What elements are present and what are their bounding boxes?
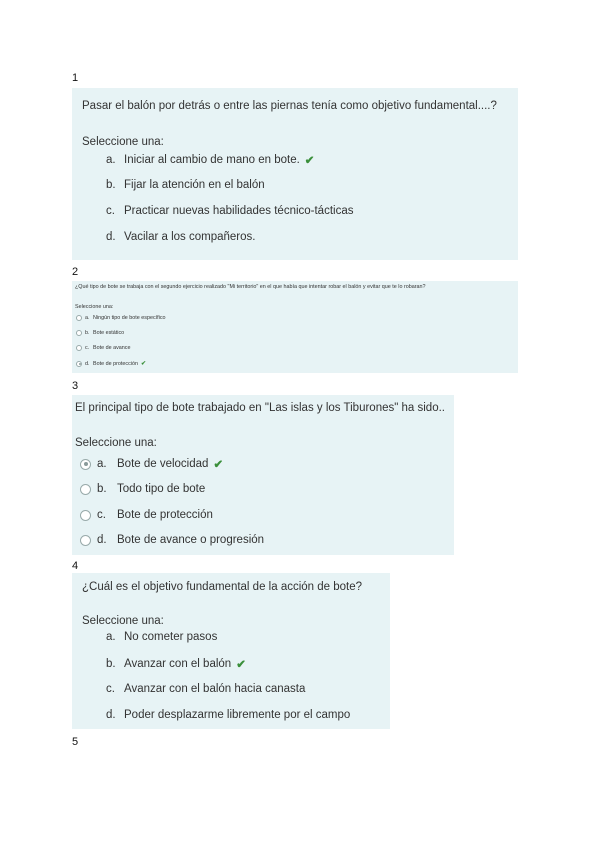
answer-option[interactable]: [106, 683, 305, 695]
answer-option[interactable]: [76, 345, 130, 351]
radio-icon[interactable]: [80, 484, 91, 495]
question-number: 4: [72, 560, 79, 572]
select-label: Seleccione una:: [82, 136, 164, 148]
answer-option[interactable]: [106, 709, 350, 721]
question-card: [72, 395, 454, 555]
option-text: Avanzar con el balón hacia canasta: [124, 683, 306, 695]
question-card: [72, 573, 390, 729]
option-letter: b.: [106, 179, 116, 191]
select-label: Seleccione una:: [75, 304, 114, 310]
option-letter: d.: [106, 231, 116, 243]
option-letter: c.: [97, 509, 106, 521]
answer-option[interactable]: [106, 205, 353, 217]
radio-selected-icon[interactable]: [76, 361, 82, 367]
option-letter: c.: [106, 683, 115, 695]
option-text: Poder desplazarme libremente por el campo: [124, 709, 351, 721]
select-label: Seleccione una:: [82, 615, 164, 627]
question-text: Pasar el balón por detrás o entre las piernas tenía como objetivo fundamental....?: [82, 100, 497, 112]
option-text: Vacilar a los compañeros.: [124, 231, 256, 243]
option-letter: b.: [85, 330, 90, 336]
answer-option[interactable]: [80, 457, 223, 471]
select-label: Seleccione una:: [75, 437, 157, 449]
answer-option[interactable]: [106, 179, 265, 191]
radio-icon[interactable]: [80, 535, 91, 546]
question-number: 1: [72, 72, 79, 84]
answer-option[interactable]: [80, 534, 264, 546]
radio-icon[interactable]: [76, 315, 82, 321]
option-letter: c.: [85, 345, 90, 351]
question-number: 5: [72, 736, 79, 748]
check-icon: ✔: [236, 659, 246, 671]
option-letter: a.: [106, 631, 116, 643]
option-text: Avanzar con el balón: [124, 658, 232, 670]
question-text: ¿Cuál es el objetivo fundamental de la acción de bote?: [82, 581, 363, 593]
option-text: Ningún tipo de bote específico: [93, 315, 166, 321]
option-letter: b.: [106, 658, 116, 670]
option-letter: a.: [97, 458, 107, 470]
option-text: Bote de protección: [93, 360, 138, 367]
option-letter: a.: [106, 154, 116, 166]
answer-option[interactable]: [106, 153, 314, 167]
answer-option[interactable]: [80, 483, 205, 495]
option-text: No cometer pasos: [124, 631, 218, 643]
question-card: [72, 88, 518, 260]
answer-option[interactable]: [106, 231, 255, 243]
option-text: Iniciar al cambio de mano en bote.: [124, 154, 300, 166]
check-icon: ✔: [213, 459, 224, 471]
option-text: Todo tipo de bote: [117, 483, 206, 495]
option-text: Bote estático: [93, 330, 125, 336]
option-letter: d.: [97, 534, 107, 546]
answer-option[interactable]: [76, 330, 124, 336]
question-text: ¿Qué tipo de bote se trabaja con el segundo ejercicio realizado "Mi territorio" en el que había que intentar robar el balón y evitar que te lo robaran?: [75, 284, 426, 290]
option-text: Practicar nuevas habilidades técnico-tácticas: [124, 205, 354, 217]
option-letter: c.: [106, 205, 115, 217]
option-text: Bote de velocidad: [117, 458, 209, 470]
option-letter: d.: [106, 709, 116, 721]
answer-option[interactable]: [80, 509, 213, 521]
radio-icon[interactable]: [76, 345, 82, 351]
radio-icon[interactable]: [76, 330, 82, 336]
answer-option[interactable]: [106, 657, 246, 671]
answer-option[interactable]: [76, 315, 166, 321]
option-letter: a.: [85, 315, 90, 321]
answer-option[interactable]: [106, 631, 217, 643]
question-number: 2: [72, 266, 79, 278]
answer-option[interactable]: [76, 360, 146, 367]
question-text: El principal tipo de bote trabajado en "Las islas y los Tiburones" ha sido..: [75, 402, 445, 414]
option-letter: d.: [85, 360, 90, 367]
option-text: Bote de protección: [117, 509, 213, 521]
option-letter: b.: [97, 483, 107, 495]
check-icon: ✔: [140, 361, 146, 367]
question-number: 3: [72, 380, 79, 392]
check-icon: ✔: [304, 155, 315, 167]
option-text: Bote de avance o progresión: [117, 534, 265, 546]
radio-icon[interactable]: [80, 510, 91, 521]
radio-selected-icon[interactable]: [80, 459, 91, 470]
question-card: [72, 281, 518, 373]
option-text: Bote de avance: [93, 345, 131, 351]
option-text: Fijar la atención en el balón: [124, 179, 265, 191]
